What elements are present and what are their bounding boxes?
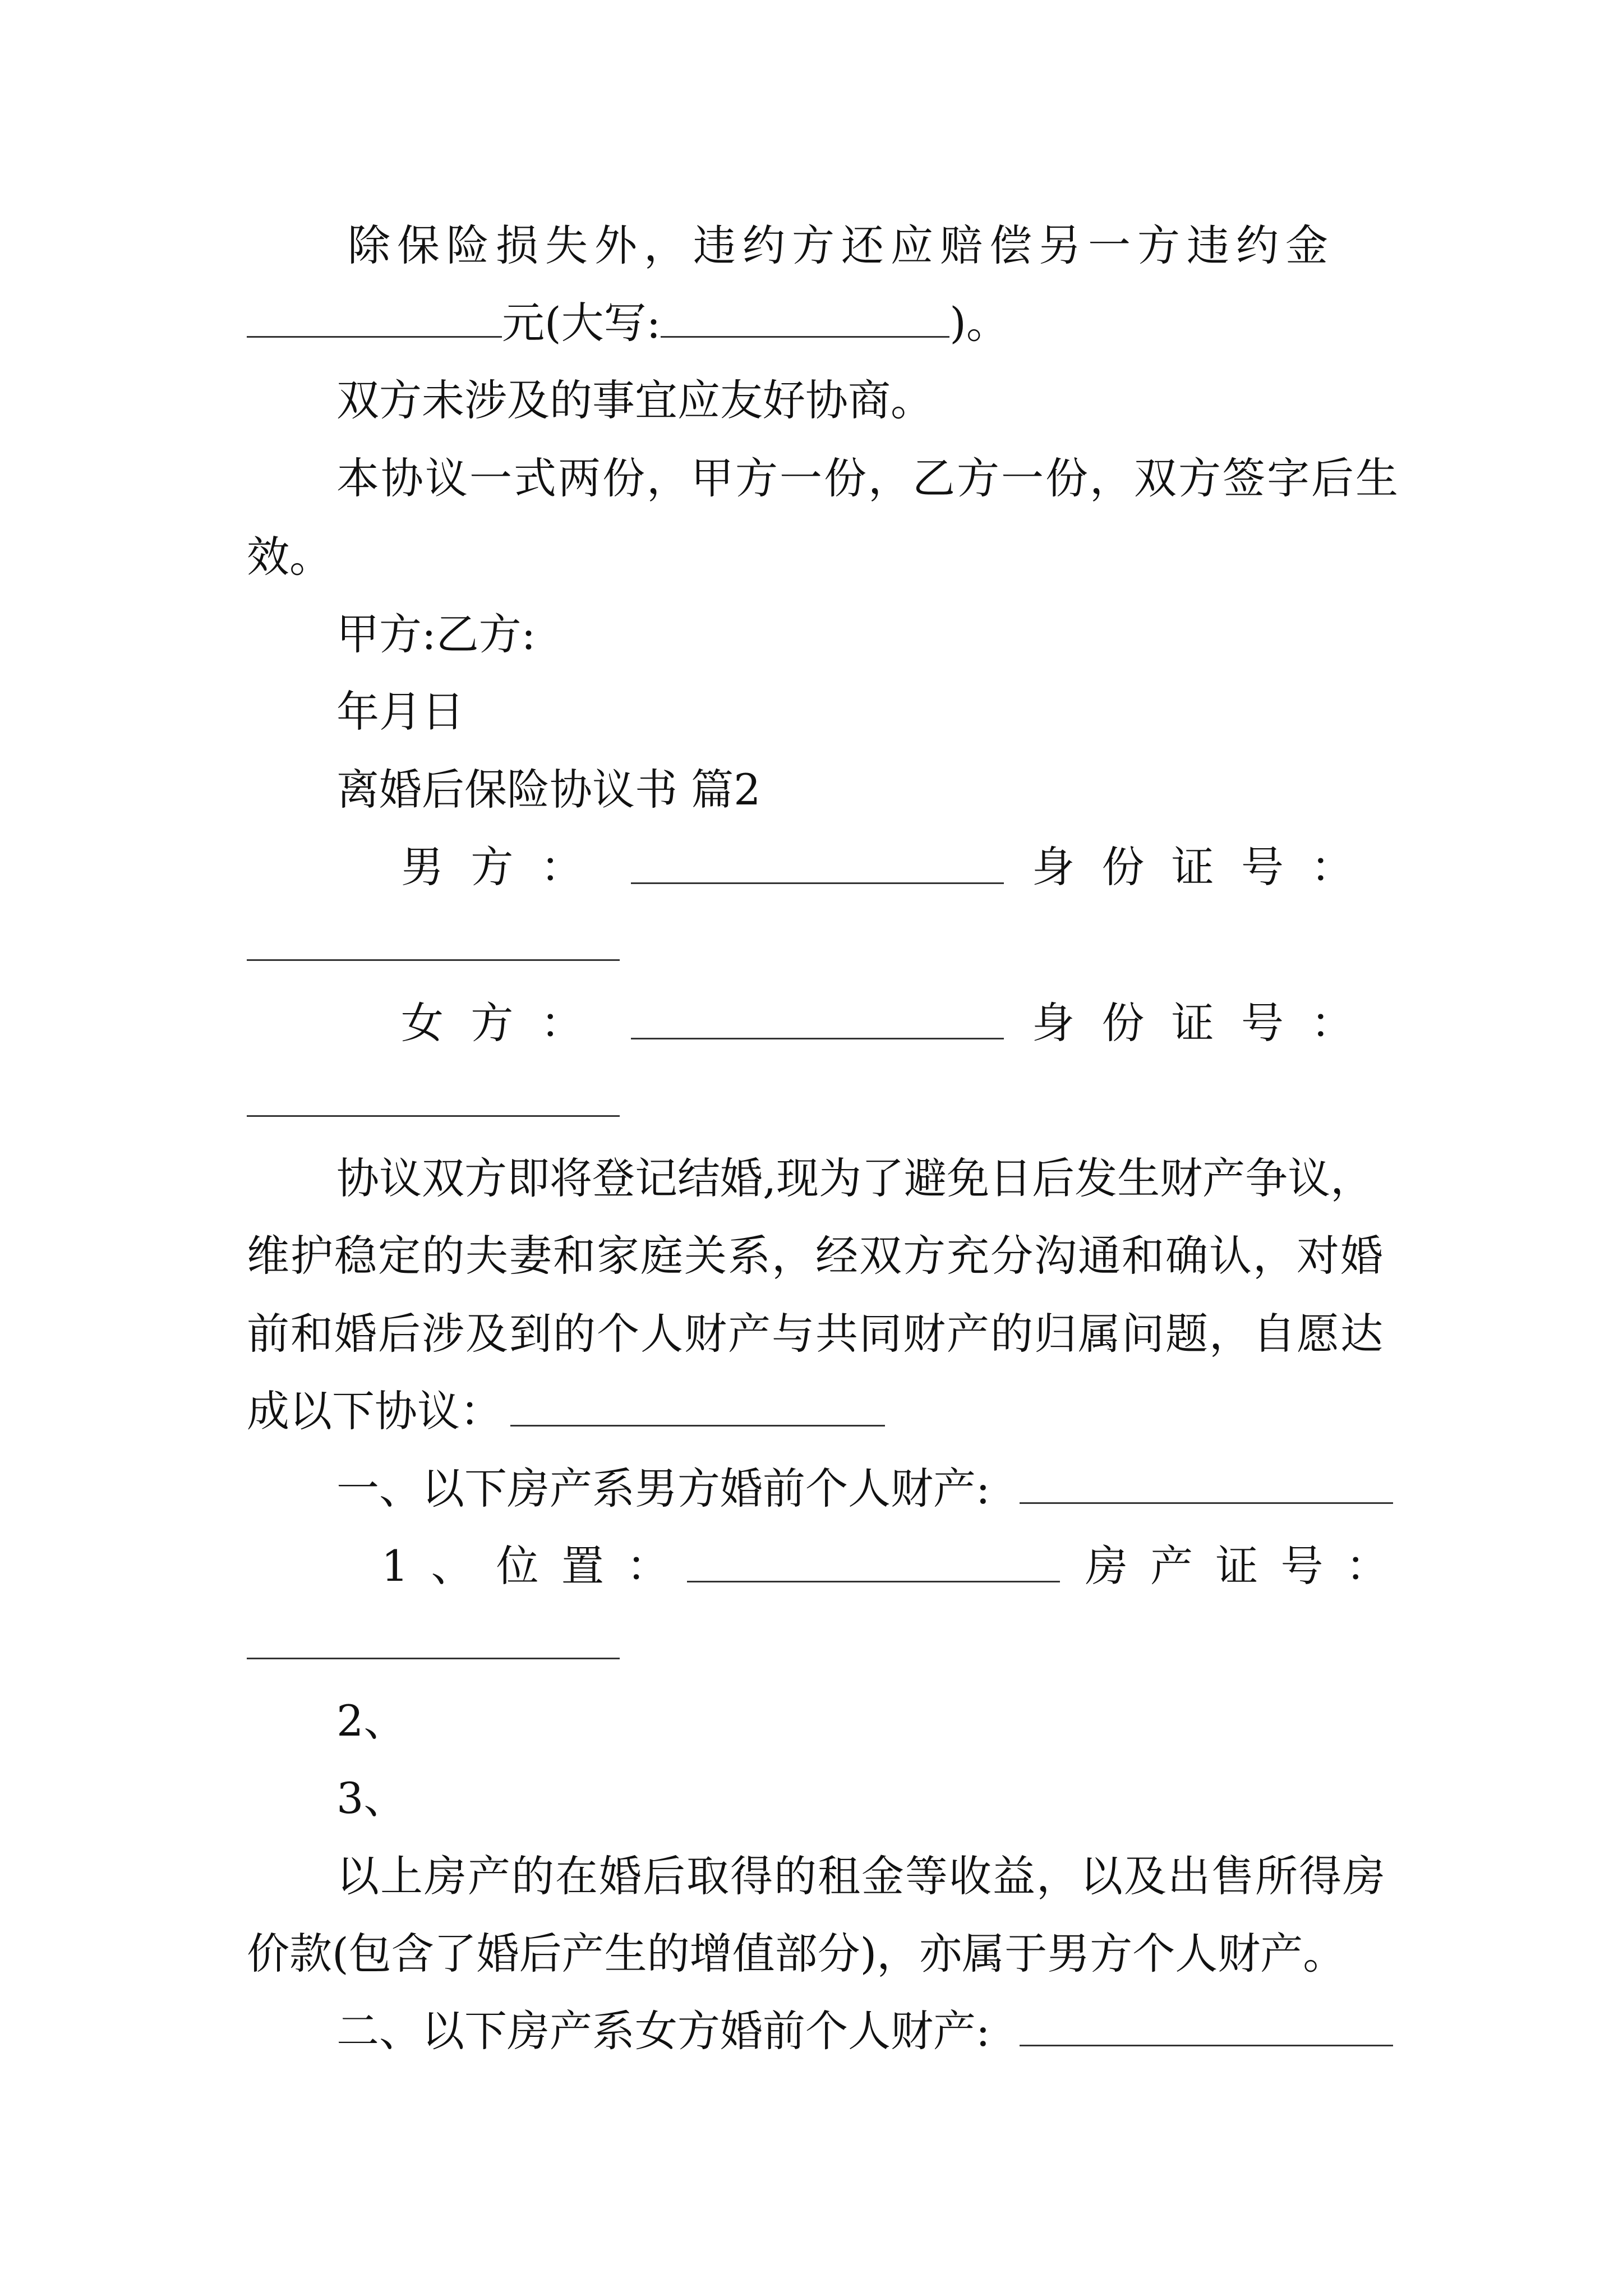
female-label: 女 方 ： — [401, 998, 583, 1048]
signature-parties: 甲方:乙方: — [336, 609, 536, 659]
amount-close: )。 — [949, 298, 1009, 348]
item1-note-line1: 以上房产的在婚后取得的租金等收益，以及出售所得房 — [336, 1851, 1386, 1901]
male-id-label: 身 份 证 号 ： — [1032, 842, 1354, 892]
intro-blank — [510, 1425, 885, 1427]
item1-location-blank — [687, 1581, 1060, 1582]
female-id-label: 身 份 证 号 ： — [1032, 998, 1354, 1048]
copies-clause-line1: 本协议一式两份，甲方一份，乙方一份，双方签字后生 — [336, 453, 1400, 503]
intro-line3: 前和婚后涉及到的个人财产与共同财产的归属问题，自愿达 — [247, 1309, 1384, 1359]
female-name-blank — [631, 1038, 1004, 1039]
male-id-blank — [247, 959, 620, 961]
intro-line1: 协议双方即将登记结婚,现为了避免日后发生财产争议， — [336, 1153, 1373, 1203]
male-name-blank — [631, 882, 1004, 884]
item1-cert-label: 房 产 证 号 ： — [1085, 1541, 1393, 1591]
amount-words-blank — [661, 335, 949, 338]
item1-location-label: 1 、 位 置 ： — [381, 1541, 674, 1591]
item1-cert-blank — [247, 1658, 620, 1659]
penalty-clause-line2 — [247, 298, 1009, 348]
copies-clause-line2: 效。 — [247, 532, 332, 582]
item1-note-line2: 价款(包含了婚后产生的增值部分)，亦属于男方个人财产。 — [247, 1929, 1346, 1978]
unmentioned-matters: 双方未涉及的事宜应友好协商。 — [336, 375, 933, 425]
signature-date: 年月日 — [336, 687, 464, 737]
intro-line2: 维护稳定的夫妻和家庭关系，经双方充分沟通和确认，对婚 — [247, 1231, 1384, 1281]
penalty-clause-line1: 除保险损失外，违约方还应赔偿另一方违约金 — [348, 220, 1335, 270]
item1-title: 一、以下房产系男方婚前个人财产: — [336, 1464, 990, 1513]
item1-blank — [1020, 1502, 1393, 1504]
item1-entry3: 3、 — [336, 1773, 407, 1823]
item2-title: 二、以下房产系女方婚前个人财产: — [336, 2006, 990, 2056]
intro-line4: 成以下协议： — [247, 1386, 502, 1436]
female-id-blank — [247, 1115, 620, 1117]
amount-suffix: 元(大写: — [502, 298, 661, 348]
amount-blank — [247, 335, 502, 338]
item2-blank — [1020, 2045, 1393, 2046]
male-label: 男 方 ： — [401, 842, 583, 892]
section-title: 离婚后保险协议书 篇2 — [336, 765, 761, 815]
item1-entry2: 2、 — [336, 1696, 407, 1746]
